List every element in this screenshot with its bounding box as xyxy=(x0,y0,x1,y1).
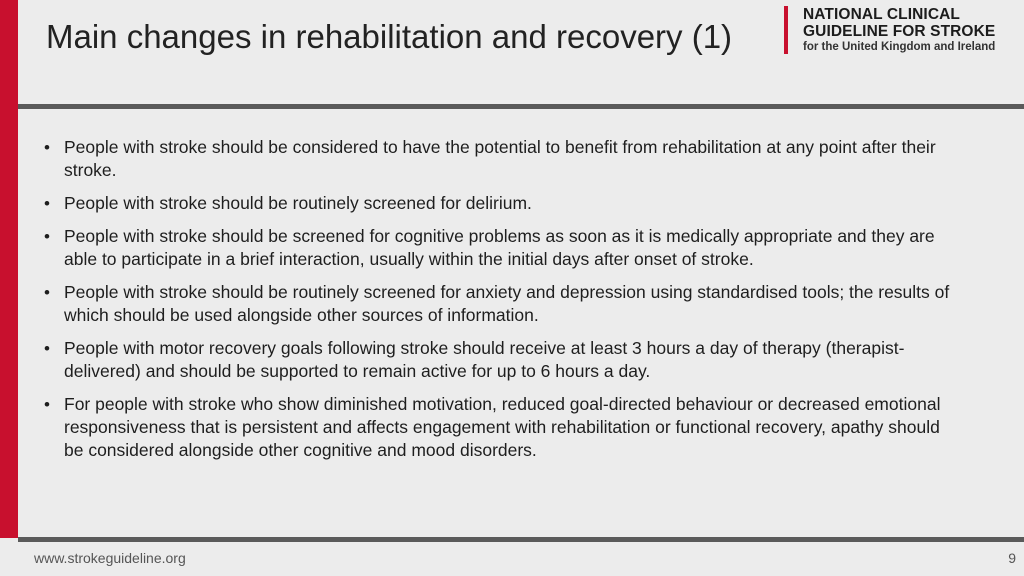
header-divider xyxy=(18,104,1024,109)
logo-accent-rule xyxy=(784,6,788,54)
guideline-logo xyxy=(784,6,1020,60)
bullet-list xyxy=(40,136,960,462)
bullet-dot-icon: • xyxy=(44,227,50,246)
bullet-dot-icon: • xyxy=(44,283,50,302)
footer-url-link[interactable]: www.strokeguideline.org xyxy=(34,550,186,566)
bullet-text: People with motor recovery goals following stroke should receive at least 3 hours a day of therapy (therapist-delivered) and should be supported to remain active for up to 6 hours a day. xyxy=(64,338,905,381)
bullet-text: For people with stroke who show diminished motivation, reduced goal-directed behaviour or decreased emotional responsiveness that is persistent and affects engagement with rehabilitation or functional recovery, apathy should be considered alongside other cognitive and mood disorders. xyxy=(64,394,941,460)
bullet-text: People with stroke should be considered to have the potential to benefit from rehabilitation at any point after their stroke. xyxy=(64,137,936,180)
bullet-item xyxy=(40,225,960,271)
logo-text-line2: GUIDELINE FOR STROKE xyxy=(803,23,996,40)
left-accent-bar xyxy=(0,0,18,538)
bullet-item xyxy=(40,281,960,327)
bullet-item xyxy=(40,136,960,182)
bullet-dot-icon: • xyxy=(44,395,50,414)
bullet-dot-icon: • xyxy=(44,138,50,157)
bullet-item xyxy=(40,337,960,383)
bullet-item xyxy=(40,393,960,462)
logo-text-line3: for the United Kingdom and Ireland xyxy=(803,41,996,53)
bullet-text: People with stroke should be routinely screened for delirium. xyxy=(64,193,532,213)
bullet-dot-icon: • xyxy=(44,194,50,213)
bullet-text: People with stroke should be routinely screened for anxiety and depression using standardised tools; the results of which should be used alongside other sources of information. xyxy=(64,282,950,325)
bullet-text: People with stroke should be screened for cognitive problems as soon as it is medically appropriate and they are able to participate in a brief interaction, usually within the initial days after onset of stroke. xyxy=(64,226,935,269)
slide-content xyxy=(40,136,960,472)
footer-divider xyxy=(18,537,1024,542)
slide-title: Main changes in rehabilitation and recovery (1) xyxy=(46,18,733,55)
bullet-dot-icon: • xyxy=(44,339,50,358)
bullet-item xyxy=(40,192,960,215)
logo-text-line1: NATIONAL CLINICAL xyxy=(803,6,960,23)
page-number: 9 xyxy=(1008,550,1016,566)
